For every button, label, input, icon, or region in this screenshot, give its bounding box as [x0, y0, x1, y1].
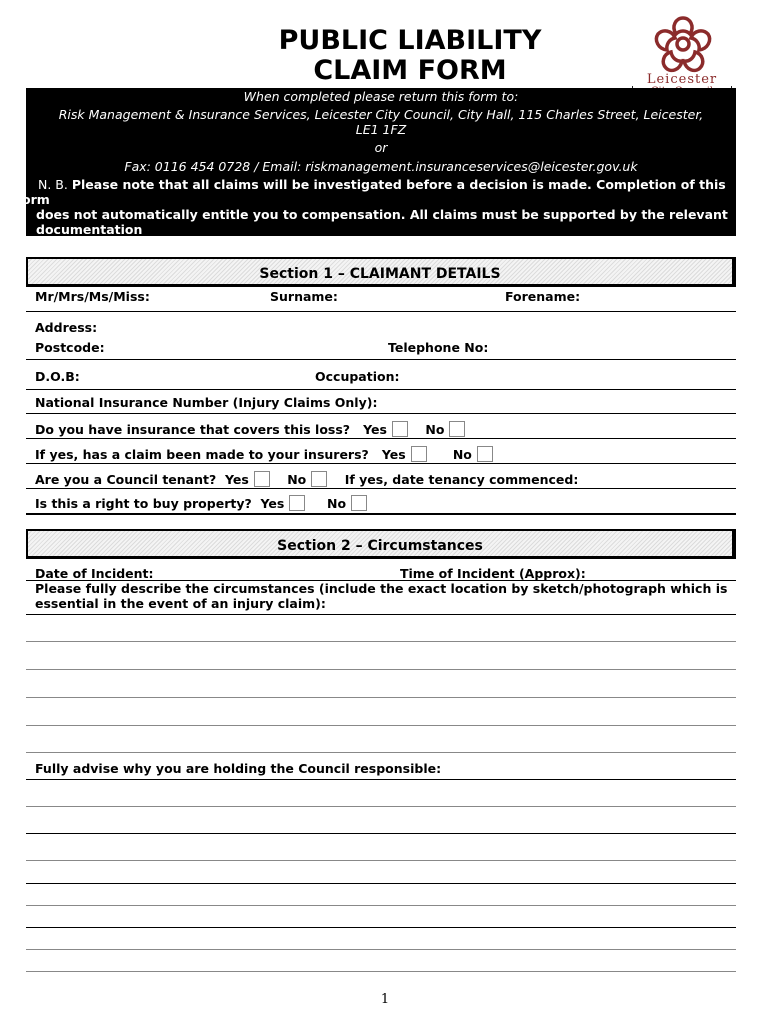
rtb-yes-checkbox[interactable] [289, 495, 305, 511]
insurance-row-line [26, 438, 736, 439]
describe-line[interactable] [26, 725, 736, 726]
nb-line1: Please note that all claims will be investigated before a decision is made. Completion of this [71, 177, 726, 192]
responsible-line[interactable] [26, 779, 736, 780]
responsible-line[interactable] [26, 860, 736, 861]
insurers-no-checkbox[interactable] [477, 446, 493, 462]
insurers-row-line [26, 463, 736, 464]
describe-label-line2: essential in the event of an injury claim): [35, 596, 326, 611]
return-notice-box [22, 88, 736, 237]
responsible-line[interactable] [26, 971, 736, 972]
tenant-no-checkbox[interactable] [311, 471, 327, 487]
insurance-yes-checkbox[interactable] [392, 421, 408, 437]
rtb-no-checkbox[interactable] [351, 495, 367, 511]
form-title-line1: PUBLIC LIABILITY [278, 25, 542, 56]
insurance-yes-label: Yes [363, 422, 387, 437]
nb-line3: documentation [36, 222, 143, 237]
rtb-yes-label: Yes [260, 496, 285, 511]
describe-label-line1: Please fully describe the circumstances (include the exact location by sketch/photograph which is [35, 581, 728, 596]
describe-line[interactable] [26, 614, 736, 615]
describe-line[interactable] [26, 697, 736, 698]
insurance-question [35, 421, 465, 437]
insurance-no-label: No [425, 422, 445, 437]
describe-line[interactable] [26, 669, 736, 670]
tenant-yes-checkbox[interactable] [254, 471, 270, 487]
address-label: Address: [35, 320, 98, 335]
incident-time-label: Time of Incident (Approx): [400, 566, 586, 581]
insurers-question [35, 446, 493, 462]
return-address-line2: LE1 1FZ [355, 122, 407, 137]
rtb-question-text: Is this a right to buy property? [35, 496, 252, 511]
rtb-question [35, 495, 367, 511]
insurance-question-text: Do you have insurance that covers this loss? [35, 422, 351, 437]
insurers-yes-label: Yes [381, 447, 406, 462]
name-row-line[interactable] [26, 311, 736, 312]
ni-number-label: National Insurance Number (Injury Claims Only): [35, 395, 378, 410]
tenant-question [35, 471, 578, 487]
describe-line[interactable] [26, 641, 736, 642]
occupation-label: Occupation: [315, 369, 400, 384]
tenancy-date-label: If yes, date tenancy commenced: [344, 472, 579, 487]
insurers-question-text: If yes, has a claim been made to your insurers? [35, 447, 369, 462]
or-text: or [374, 140, 388, 155]
rtb-no-label: No [327, 496, 347, 511]
section2-heading: Section 2 – Circumstances [26, 529, 736, 559]
forename-label: Forename: [505, 289, 581, 304]
tenant-no-label: No [287, 472, 307, 487]
insurers-no-label: No [452, 447, 472, 462]
nb-prefix: N. B. [38, 177, 68, 192]
ni-row-line[interactable] [26, 413, 736, 414]
responsible-line[interactable] [26, 806, 736, 807]
page-number: 1 [380, 992, 390, 1007]
responsible-line[interactable] [26, 833, 736, 834]
postcode-label: Postcode: [35, 340, 105, 355]
nb-orphan-text: orm [22, 192, 50, 207]
responsible-line[interactable] [26, 905, 736, 906]
contact-details: Fax: 0116 454 0728 / Email: riskmanagement.insuranceservices@leicester.gov.uk [124, 159, 638, 174]
describe-line[interactable] [26, 752, 736, 753]
responsible-line[interactable] [26, 927, 736, 928]
tenant-yes-label: Yes [224, 472, 249, 487]
responsible-label: Fully advise why you are holding the Council responsible: [35, 761, 442, 776]
return-instruction: When completed please return this form to: [243, 89, 519, 104]
postcode-row-line[interactable] [26, 359, 736, 360]
dob-label: D.O.B: [35, 369, 80, 384]
logo-text-leicester: Leicester [646, 72, 718, 87]
surname-label: Surname: [270, 289, 338, 304]
responsible-line[interactable] [26, 949, 736, 950]
telephone-label: Telephone No: [388, 340, 489, 355]
tenant-row-line[interactable] [26, 488, 736, 489]
insurance-no-checkbox[interactable] [449, 421, 465, 437]
insurers-yes-checkbox[interactable] [411, 446, 427, 462]
dob-row-line[interactable] [26, 389, 736, 390]
section1-heading: Section 1 – CLAIMANT DETAILS [26, 257, 736, 287]
title-label: Mr/Mrs/Ms/Miss: [35, 289, 150, 304]
section1-end-line [26, 513, 736, 515]
form-title-line2: CLAIM FORM [313, 55, 507, 86]
return-address-line1: Risk Management & Insurance Services, Leicester City Council, City Hall, 115 Charles Street, Leicester, [58, 107, 704, 122]
nb-line2: does not automatically entitle you to compensation. All claims must be supported by the relevant [36, 207, 728, 222]
incident-date-label: Date of Incident: [35, 566, 154, 581]
responsible-line[interactable] [26, 883, 736, 884]
tenant-question-text: Are you a Council tenant? [35, 472, 217, 487]
